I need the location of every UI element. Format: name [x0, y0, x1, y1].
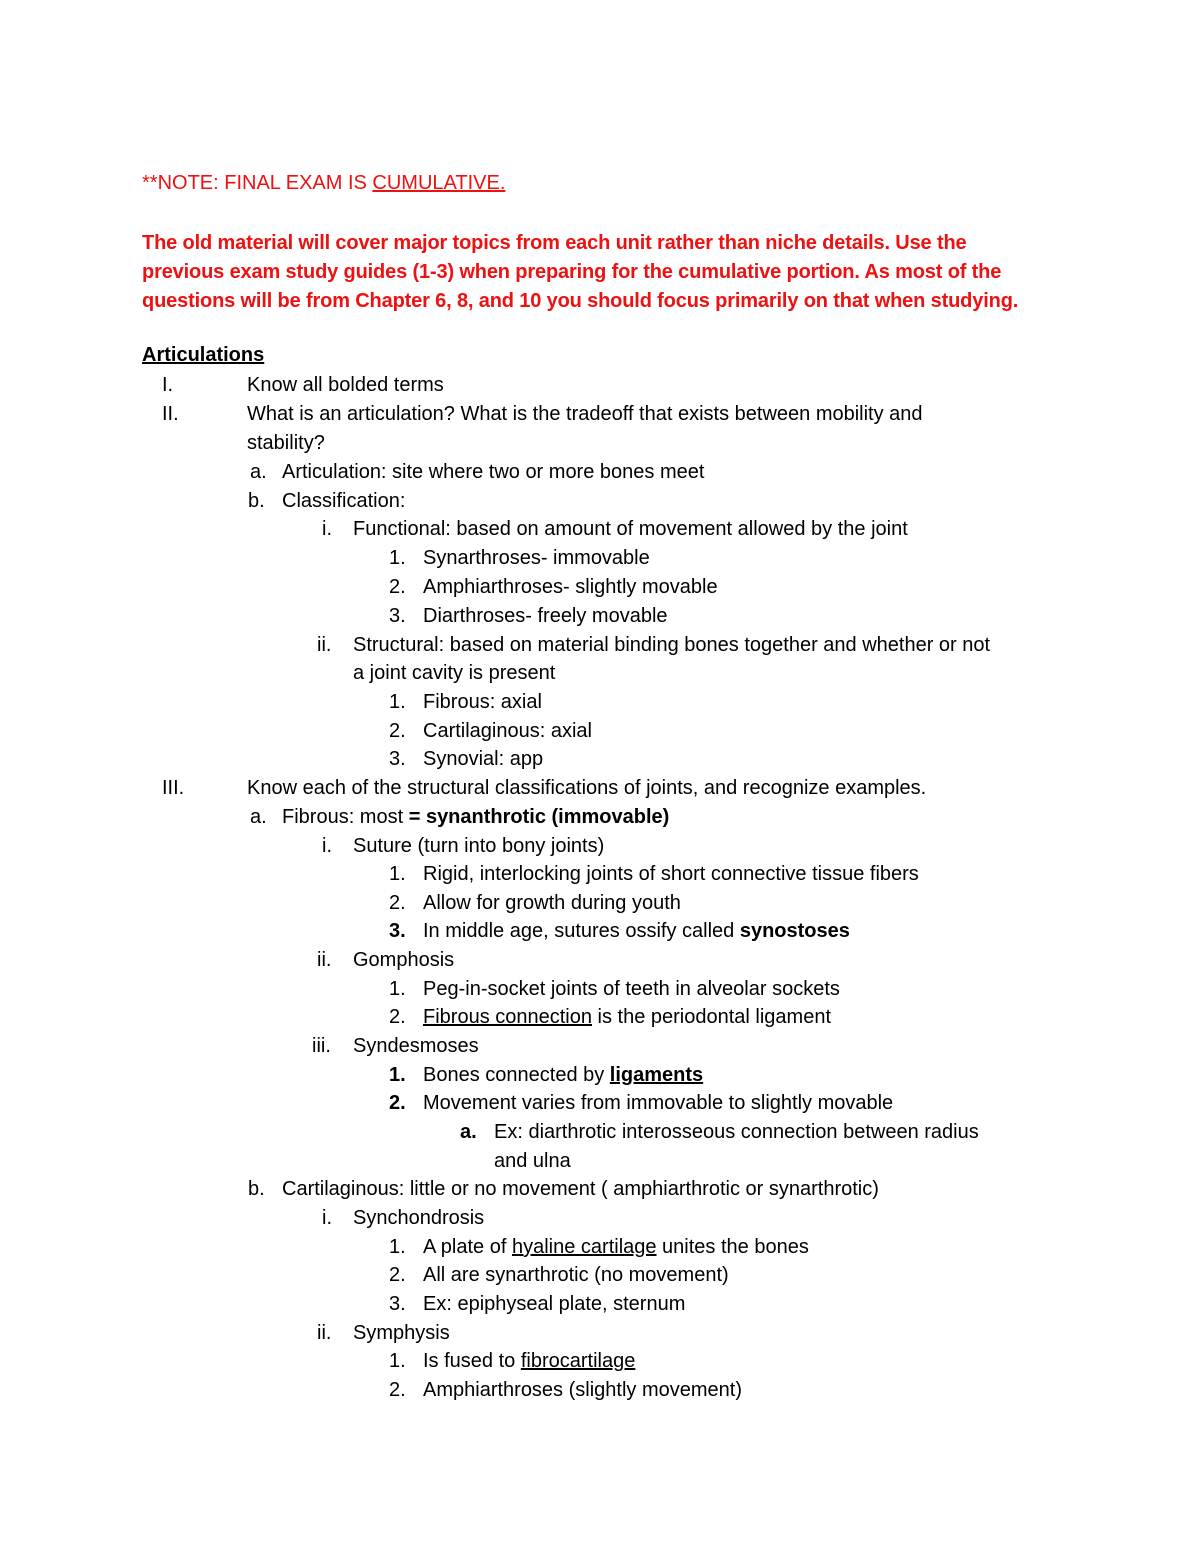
outline-label: 1. [389, 1350, 406, 1372]
outline-text [423, 1347, 635, 1376]
outline-label: b. [248, 490, 265, 512]
outline-text: What is an articulation? What is the tradeoff that exists between mobility and [247, 403, 923, 425]
outline-text: Cartilaginous: axial [423, 720, 592, 742]
outline-item [0, 1347, 1200, 1376]
outline-label: 1. [389, 547, 406, 569]
outline-item [0, 371, 1200, 400]
outline-item [0, 573, 1200, 602]
outline-label: a. [250, 461, 267, 483]
outline-text: Fibrous: axial [423, 691, 542, 713]
outline-underlined-term: hyaline cartilage [511, 1236, 657, 1258]
outline-label: 1. [389, 863, 406, 885]
outline-text-part: A plate of [423, 1236, 512, 1258]
outline-label: 1. [389, 1064, 406, 1086]
outline-text: Gomphosis [353, 949, 455, 971]
outline-text: Functional: based on amount of movement allowed by the joint [353, 518, 908, 540]
outline-item [0, 1147, 1200, 1176]
outline-bold-term: ligaments [609, 1064, 704, 1086]
outline-item [0, 889, 1200, 918]
outline-text-part: Fibrous: most [282, 806, 409, 828]
exam-note-line: previous exam study guides (1-3) when preparing for the cumulative portion. As most of the [142, 261, 1002, 283]
outline-item [0, 400, 1200, 429]
outline-label: 1. [389, 691, 406, 713]
outline-item [0, 774, 1200, 803]
outline-label: 2. [389, 576, 406, 598]
outline-text: Rigid, interlocking joints of short connective tissue fibers [423, 863, 919, 885]
outline-label: ii. [317, 1322, 332, 1344]
outline-text: stability? [247, 432, 325, 454]
outline-label: 3. [389, 920, 406, 942]
outline-item [0, 487, 1200, 516]
outline-item [0, 688, 1200, 717]
exam-note-heading [142, 172, 505, 195]
outline-item [0, 1261, 1200, 1290]
outline-item [0, 659, 1200, 688]
outline-item [0, 717, 1200, 746]
outline-item [0, 1290, 1200, 1319]
outline-text: and ulna [494, 1150, 571, 1172]
section-title-articulations: Articulations [142, 344, 265, 366]
outline-item [0, 860, 1200, 889]
exam-note-prefix: **NOTE: FINAL EXAM IS [142, 172, 373, 194]
outline-text: Ex: diarthrotic interosseous connection between radius [494, 1121, 979, 1143]
outline-label: ii. [317, 949, 332, 971]
outline-text: Peg-in-socket joints of teeth in alveolar sockets [423, 978, 840, 1000]
outline-text-part: In middle age, sutures ossify called [423, 920, 740, 942]
outline-item [0, 544, 1200, 573]
outline-text: Classification: [282, 490, 406, 512]
outline-text [282, 803, 669, 832]
exam-note-line: questions will be from Chapter 6, 8, and 10 you should focus primarily on that when studying. [142, 290, 1019, 312]
outline-label: ii. [317, 634, 332, 656]
outline-text: Allow for growth during youth [423, 892, 681, 914]
outline-text-part: is the periodontal ligament [591, 1006, 832, 1028]
outline-text: Amphiarthroses (slightly movement) [423, 1379, 742, 1401]
outline-text [423, 917, 850, 946]
outline-item [0, 745, 1200, 774]
outline-item [0, 946, 1200, 975]
outline-text: Articulation: site where two or more bones meet [282, 461, 705, 483]
outline-text-part: Is fused to [423, 1350, 521, 1372]
outline-label: iii. [312, 1035, 331, 1057]
outline-label: 3. [389, 748, 406, 770]
outline-item [0, 917, 1200, 946]
outline-text: Synovial: app [423, 748, 544, 770]
outline-text-part: unites the bones [656, 1236, 809, 1258]
outline-text: Synchondrosis [353, 1207, 485, 1229]
outline-text: Synarthroses- immovable [423, 547, 650, 569]
outline-item [0, 515, 1200, 544]
outline-underlined-term: fibrocartilage [520, 1350, 636, 1372]
outline-label: 3. [389, 1293, 406, 1315]
outline-text-part: Bones connected by [423, 1064, 610, 1086]
outline-label: i. [322, 518, 332, 540]
outline-text: Cartilaginous: little or no movement ( amphiarthrotic or synarthrotic) [282, 1178, 879, 1200]
outline-text [423, 1003, 831, 1032]
outline-item [0, 602, 1200, 631]
outline-underlined-term: Fibrous connection [423, 1006, 592, 1028]
outline-text [423, 1233, 809, 1262]
outline-label: a. [460, 1121, 477, 1143]
outline-item [0, 1118, 1200, 1147]
outline-text: a joint cavity is present [353, 662, 556, 684]
outline-item [0, 1175, 1200, 1204]
outline-text: Suture (turn into bony joints) [353, 835, 605, 857]
outline-item [0, 1376, 1200, 1405]
outline-label: 2. [389, 1264, 406, 1286]
outline-label: 2. [389, 720, 406, 742]
outline-text: Amphiarthroses- slightly movable [423, 576, 718, 598]
outline-text: All are synarthrotic (no movement) [423, 1264, 729, 1286]
outline-label: i. [322, 1207, 332, 1229]
outline-item [0, 458, 1200, 487]
outline-item [0, 975, 1200, 1004]
outline-label: III. [162, 777, 185, 799]
outline-item [0, 1233, 1200, 1262]
outline-label: 2. [389, 1092, 406, 1114]
outline-item [0, 429, 1200, 458]
outline-text: Know each of the structural classifications of joints, and recognize examples. [247, 777, 927, 799]
outline-item [0, 803, 1200, 832]
outline-text: Structural: based on material binding bones together and whether or not [353, 634, 991, 656]
outline-text: Know all bolded terms [247, 374, 444, 396]
outline-bold-term: = synanthrotic (immovable) [408, 806, 670, 828]
outline-text: Symphysis [353, 1322, 450, 1344]
exam-note-line: The old material will cover major topics from each unit rather than niche details. Use the [142, 232, 967, 254]
outline-label: b. [248, 1178, 265, 1200]
exam-note-paragraph [142, 229, 1082, 316]
outline-label: i. [322, 835, 332, 857]
outline-item [0, 1089, 1200, 1118]
outline-text [423, 1061, 703, 1090]
outline-item [0, 1061, 1200, 1090]
outline-item [0, 1003, 1200, 1032]
outline-label: II. [162, 403, 179, 425]
outline-bold-term: synostoses [739, 920, 850, 942]
outline-label: 3. [389, 605, 406, 627]
outline-label: 2. [389, 1006, 406, 1028]
outline-item [0, 832, 1200, 861]
outline-label: I. [162, 374, 174, 396]
outline-item [0, 631, 1200, 660]
outline-item [0, 1319, 1200, 1348]
outline-text: Ex: epiphyseal plate, sternum [423, 1293, 686, 1315]
outline-item [0, 1032, 1200, 1061]
outline-text: Diarthroses- freely movable [423, 605, 668, 627]
outline-item [0, 1204, 1200, 1233]
outline-label: 2. [389, 1379, 406, 1401]
exam-note-emphasis: CUMULATIVE. [372, 172, 506, 194]
outline-label: 2. [389, 892, 406, 914]
outline-label: a. [250, 806, 267, 828]
outline-label: 1. [389, 978, 406, 1000]
outline-text: Syndesmoses [353, 1035, 479, 1057]
outline-text: Movement varies from immovable to slightly movable [423, 1092, 894, 1114]
outline-label: 1. [389, 1236, 406, 1258]
